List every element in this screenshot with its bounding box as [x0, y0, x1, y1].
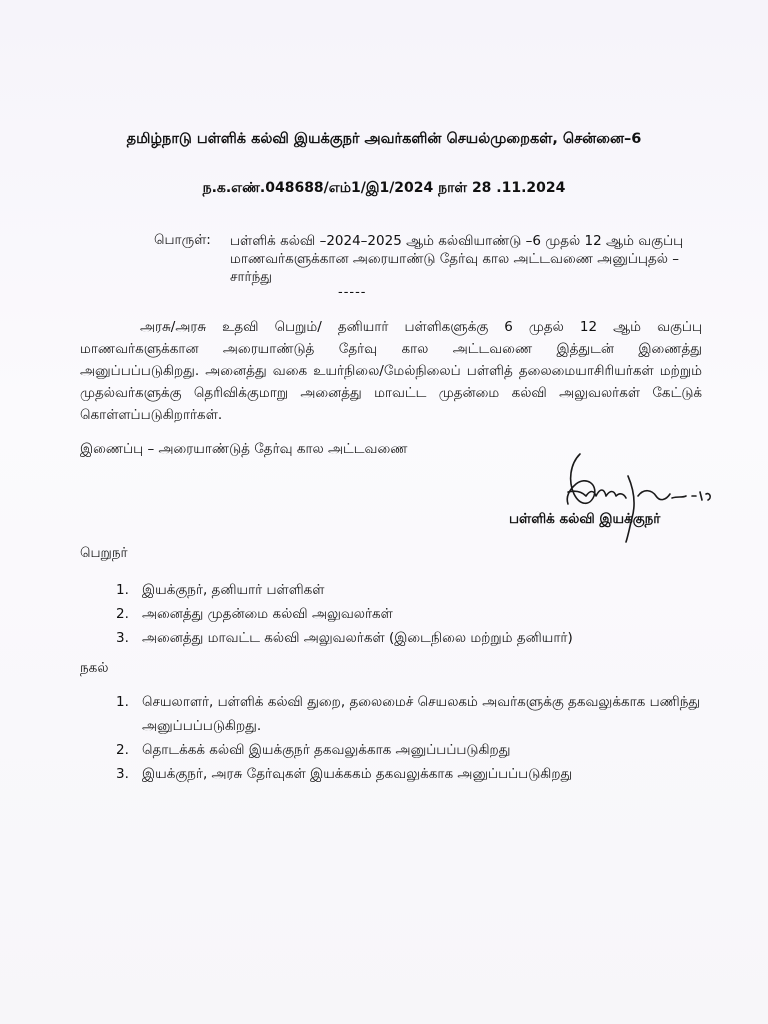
list-text: அனைத்து முதன்மை கல்வி அலுவலர்கள் — [142, 606, 393, 622]
signature-graphic — [510, 446, 750, 546]
list-text: செயலாளர், பள்ளிக் கல்வி துறை, தலைமைச் செயலகம் அவர்களுக்கு தகவலுக்காக பணிந்து அனுப்பப்படுகிறது. — [142, 694, 701, 734]
list-item — [116, 738, 716, 762]
list-number: 2. — [116, 606, 129, 622]
enclosure-line: இணைப்பு – அரையாண்டுத் தேர்வு கால அட்டவணை — [80, 441, 408, 457]
subject-text: பள்ளிக் கல்வி –2024–2025 ஆம் கல்வியாண்டு –6 முதல் 12 ஆம் வகுப்பு மாணவர்களுக்கான அரையாண்டு தேர்வு கால அட்டவணை அனுப்புதல் – சார்ந்து — [230, 233, 684, 285]
list-text: இயக்குநர், தனியார் பள்ளிகள் — [142, 582, 325, 598]
list-text: தொடக்கக் கல்வி இயக்குநர் தகவலுக்காக அனுப்பப்படுகிறது — [142, 742, 511, 758]
list-number: 3. — [116, 630, 129, 646]
list-item — [116, 602, 716, 626]
signatory-designation: பள்ளிக் கல்வி இயக்குநர் — [509, 511, 661, 527]
recipients-list — [116, 578, 716, 650]
list-text: இயக்குநர், அரசு தேர்வுகள் இயக்ககம் தகவலுக்காக அனுப்பப்படுகிறது — [142, 766, 573, 782]
list-item — [116, 690, 716, 738]
list-number: 1. — [116, 694, 129, 710]
list-text: அனைத்து மாவட்ட கல்வி அலுவலர்கள் (இடைநிலை மற்றும் தனியார்) — [142, 630, 573, 646]
list-item — [116, 578, 716, 602]
subject-label: பொருள்: — [154, 232, 211, 248]
list-item — [116, 626, 716, 650]
list-number: 1. — [116, 582, 129, 598]
list-number: 2. — [116, 742, 129, 758]
body-paragraph: அரசு/அரசு உதவி பெறும்/ தனியார் பள்ளிகளுக்கு 6 முதல் 12 ஆம் வகுப்பு மாணவர்களுக்கான அரையாண்டுத் தேர்வு கால அட்டவணை இத்துடன் இணைத்து அனுப்பப்படுகிறது. அனைத்து வகை உயர்நிலை/மேல்நிலைப் பள்ளித் தலைமையாசிரியர்கள் மற்றும் முதல்வர்களுக்கு தெரிவிக்குமாறு அனைத்து மாவட்ட முதன்மை கல்வி அலுவலர்கள் கேட்டுக் கொள்ளப்படுகிறார்கள். — [80, 319, 702, 423]
copy-heading: நகல் — [80, 660, 109, 676]
copy-list — [116, 690, 716, 786]
subject-separator: ----- — [338, 285, 367, 300]
reference-number: ந.க.எண்.048688/எம்1/இ1/2024 நாள் 28 .11.2024 — [202, 180, 566, 196]
list-item — [116, 762, 716, 786]
recipients-heading: பெறுநர் — [80, 545, 128, 561]
document-title: தமிழ்நாடு பள்ளிக் கல்வி இயக்குநர் அவர்களின் செயல்முறைகள், சென்னை–6 — [126, 131, 642, 147]
list-number: 3. — [116, 766, 129, 782]
